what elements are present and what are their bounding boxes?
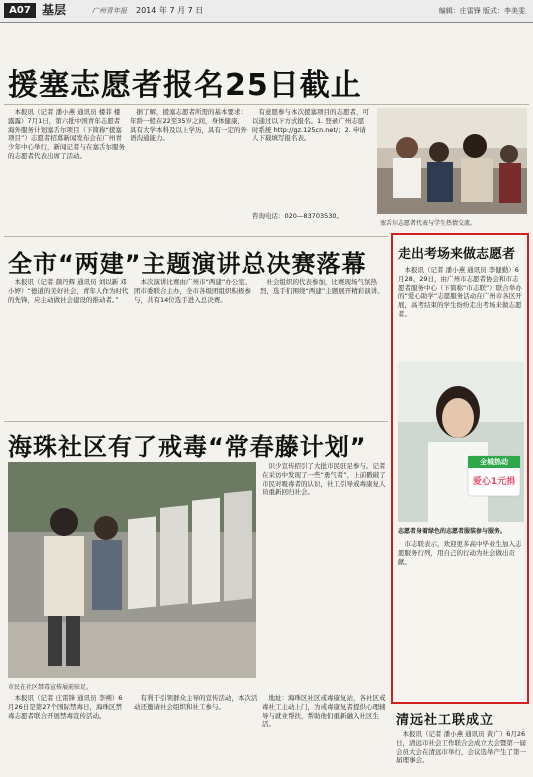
photo-caption: 市民在社区禁毒宣传展前驻足。 [8, 684, 93, 691]
story3-bottom-right: 有利于引领群众主导的宣传活动，本次活动还邀请社会组织和社工参与。 [134, 694, 258, 711]
story1-col2: 据了解，援塞志愿者所需的基本要求：年龄一般在22至35岁之间，身体健康，具有大学本科及以上学历，具有一定的外语沟通能力。 [130, 108, 247, 143]
story2-col3: 社会组织的代表参加，比赛现场气氛热烈，选手们围绕“两建”主题展开精彩演讲。 [260, 278, 384, 295]
paper-name: 广州青年报 [92, 7, 127, 15]
story4-body: 本报讯（记者 潘小燕 通讯员 李健勤）6月28、29日，由广州市志愿者协会和市志愿者服务中心（下简称“市志联”）联合举办的“爱心助学”志愿服务活动在广州市各区开展，高考结束的学生纷纷走出考场来做志愿者。 [398, 266, 522, 318]
story1-col1: 本报讯（记者 潘小燕 通讯员 楼菲 楼露露）7月1日，第六批中国青年志愿者海外服务计划塞舌尔项目（下简称“援塞项目”）志愿者招募新闻发布会在广州青少年中心举行，新闻记者与在塞舌尔服务的志愿者代表出席了活动。 [8, 108, 125, 160]
headline-social-workers: 清远社工联成立 [396, 713, 495, 728]
headline-speech-contest: 全市“两建”主题演讲总决赛落幕 [8, 250, 367, 278]
issue-date: 2014 年 7 月 7 日 [136, 6, 204, 15]
headline-drug-rehab: 海珠社区有了戒毒“常春藤计划” [8, 433, 367, 461]
page-number: A07 [4, 3, 36, 18]
badge-top: 全城热动 [480, 458, 508, 466]
photo-caption: 志愿者身着绿色的志愿者服装参与服务。 [398, 528, 507, 535]
photo-volunteer-exchange [377, 108, 527, 214]
divider [4, 236, 388, 237]
story3-col-mid: 识少宣传招引了大批市民驻足参与。记者在采访中发现了一些“勇气者”，上前戳破了市民对吸毒者的认识，社工引导戒毒康复人员重新回归社会。 [262, 462, 386, 497]
headline-exam-volunteers: 走出考场来做志愿者 [398, 247, 516, 262]
story3-col-right: 地址：海珠区社区戒毒康复站，各社区戒毒社工主动上门，为戒毒康复者提供心理辅导与就业帮扶，帮助他们重新融入社区生活。 [262, 694, 386, 729]
story4-footer: 市志联表示，欢迎更多高中毕业生加入志愿服务行列，用自己的行动为社会做出贡献。 [398, 540, 522, 566]
page-header [0, 0, 533, 23]
badge-main: 爱心1元捐 [472, 477, 516, 487]
story2-col1: 本报讯（记者 颜丹辉 通讯员 刘以新 邓小婷）“德道的美好社会，青年人作为时代的先锋，应主动做社会建设的推动者。” [8, 278, 129, 304]
story2-col2: 本次演讲比赛由广州市“两建”办公室、团市委联合主办，全市各级团组织积极参与，共有14位选手进入总决赛。 [134, 278, 252, 304]
story1-contact: 咨询电话：020—83703530。 [252, 212, 343, 220]
story3-bottom-left: 本报讯（记者 庄雷锋 通讯员 李朔）6月26日是第27个国际禁毒日，海珠区禁毒志愿者联合开展禁毒宣传活动。 [8, 694, 123, 720]
divider [4, 104, 529, 105]
story1-col3: 有意愿参与本次援塞项目的志愿者，可以通过以下方式报名。1. 登录广州志愿时系统 http://gz.125cn.net/；2. 申请人下载填写报名表。 [252, 108, 369, 143]
editors-credit: 编辑：庄雷锋 版式：李美雯 [438, 7, 525, 15]
photo-caption: 塞舌尔志愿者代表与学生热情交流。 [380, 220, 477, 227]
divider [4, 421, 388, 422]
photo-student-volunteer [398, 362, 524, 522]
photo-street-exhibit [8, 462, 256, 678]
section-name: 基层 [42, 3, 67, 17]
story5-body: 本报讯（记者 潘小燕 通讯员 黄广）6月26日，清远市社会工作联合会成立大会暨第一届会员大会在清远市举行，会议选举产生了第一届理事会。 [396, 730, 526, 765]
headline-volunteers: 援塞志愿者报名25日截止 [8, 68, 362, 103]
